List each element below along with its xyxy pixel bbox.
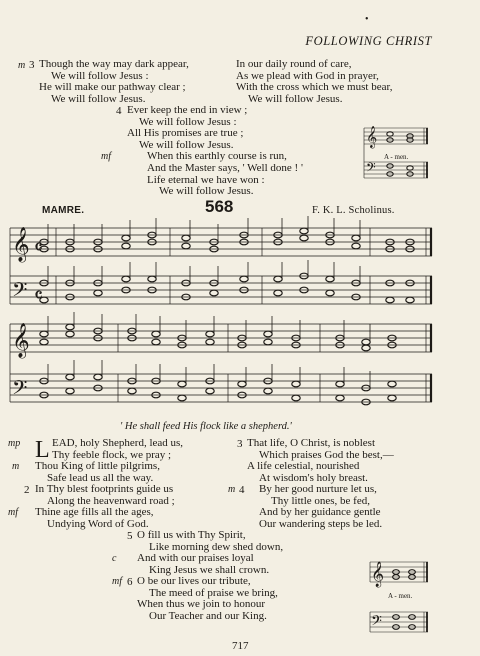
bass-clef-icon: 𝄢 bbox=[12, 376, 28, 404]
verse-1 bbox=[52, 438, 232, 461]
treble-clef-icon: 𝄞 bbox=[12, 323, 30, 358]
section-header: FOLLOWING CHRIST bbox=[305, 34, 432, 48]
verse-number: 5 bbox=[127, 530, 133, 542]
treble-clef-icon: 𝄞 bbox=[371, 562, 385, 587]
verse-line: Ever keep the end in view ; bbox=[127, 104, 248, 116]
dynamic-mark: mf bbox=[8, 507, 18, 518]
verse-line: With the cross which we must bear, bbox=[236, 81, 393, 94]
score-system-1 bbox=[0, 216, 480, 316]
verse-line: Thy little ones, be fed, bbox=[271, 494, 370, 507]
verse-line: O be our lives our tribute, bbox=[137, 575, 251, 587]
dynamic-mark: m bbox=[18, 60, 26, 71]
verse-line: Undying Word of God. bbox=[47, 517, 149, 530]
dynamic-mark: c bbox=[112, 553, 117, 564]
composer: F. K. L. Scholinus. bbox=[312, 205, 395, 216]
dynamic-mark: m bbox=[12, 461, 20, 472]
bass-clef-icon: 𝄢 bbox=[371, 613, 382, 633]
verse-line: Thy feeble flock, we pray ; bbox=[52, 448, 172, 461]
verse-line: In Thy blest footprints guide us bbox=[35, 483, 174, 495]
verse-line: Like morning dew shed down, bbox=[149, 540, 284, 553]
epigraph: ' He shall feed His flock like a shepherd.' bbox=[120, 421, 292, 432]
verse-line: At wisdom's holy breast. bbox=[259, 471, 368, 484]
verse-line: O fill us with Thy Spirit, bbox=[137, 529, 246, 541]
page-number: 717 bbox=[232, 640, 249, 652]
verse-line: And with our praises loyal bbox=[137, 552, 254, 565]
verse-line: When thus we join to honour bbox=[137, 598, 266, 611]
verse-line: Thine age fills all the ages, bbox=[35, 506, 154, 519]
score-system-2 bbox=[0, 312, 480, 412]
hymn-number: 568 bbox=[205, 197, 234, 216]
dynamic-mark: mf bbox=[101, 151, 111, 162]
bass-clef-icon: 𝄢 bbox=[12, 278, 28, 306]
verse-line: We will follow Jesus. bbox=[248, 92, 343, 105]
verse-line: We will follow Jesus : bbox=[139, 115, 237, 128]
verse-line: That life, O Christ, is noblest bbox=[247, 437, 376, 449]
verse-line: And the Master says, ' Well done ! ' bbox=[147, 161, 303, 174]
verse-prev-3-continued bbox=[236, 59, 436, 105]
verse-line: Though the way may dark appear, bbox=[39, 58, 189, 70]
verse-line: By her good nurture let us, bbox=[259, 483, 377, 495]
page-ornament-dot: • bbox=[365, 14, 369, 25]
verse-5 bbox=[137, 530, 337, 576]
drop-cap: L bbox=[35, 437, 50, 463]
verse-line: In our daily round of care, bbox=[236, 58, 352, 70]
verse-number: 4 bbox=[239, 484, 245, 496]
verse-line: When this earthly course is run, bbox=[147, 150, 287, 163]
verse-line: As we plead with God in prayer, bbox=[236, 69, 379, 82]
verse-number: 4 bbox=[116, 105, 122, 117]
amen-label: A - men. bbox=[384, 153, 409, 161]
dynamic-mark: mf bbox=[112, 576, 122, 587]
treble-clef-icon: 𝄞 bbox=[12, 227, 30, 262]
common-time-icon: 𝄴 bbox=[34, 235, 43, 259]
verse-number: 6 bbox=[127, 576, 133, 588]
verse-line: Safe lead us all the way. bbox=[47, 471, 154, 484]
verse-line: King Jesus we shall crown. bbox=[149, 563, 270, 576]
verse-line: Which praises God the best,— bbox=[259, 448, 394, 461]
verse-6 bbox=[137, 576, 337, 622]
verse-3 bbox=[247, 438, 447, 484]
verse-line: Along the heavenward road ; bbox=[47, 494, 175, 507]
verse-4 bbox=[259, 484, 459, 530]
verse-prev-3 bbox=[39, 59, 224, 105]
verse-line: And by her guidance gentle bbox=[259, 506, 381, 519]
dynamic-mark: mp bbox=[8, 438, 21, 449]
verse-line: Our wandering steps be led. bbox=[259, 517, 383, 530]
bass-clef-icon: 𝄢 bbox=[366, 160, 376, 178]
verse-2 bbox=[35, 484, 225, 530]
verse-prev-4 bbox=[127, 105, 337, 198]
verse-line: A life celestial, nourished bbox=[247, 460, 360, 473]
verse-line: We will follow Jesus. bbox=[159, 185, 254, 198]
verse-line: All His promises are true ; bbox=[127, 127, 244, 140]
verse-line: We will follow Jesus : bbox=[51, 69, 149, 82]
verse-line: Our Teacher and our King. bbox=[149, 609, 267, 622]
verse-line: Life eternal we have won : bbox=[147, 173, 265, 186]
verse-number: 3 bbox=[29, 59, 35, 71]
verse-line: We will follow Jesus. bbox=[51, 92, 146, 105]
treble-clef-icon: 𝄞 bbox=[366, 126, 378, 148]
dynamic-mark: m bbox=[228, 484, 236, 495]
verse-1-cont bbox=[35, 461, 225, 484]
amen-label: A - men. bbox=[388, 592, 413, 600]
common-time-icon: 𝄴 bbox=[34, 283, 43, 307]
tune-name: MAMRE. bbox=[42, 205, 85, 216]
verse-number: 3 bbox=[237, 438, 243, 450]
verse-line: He will make our pathway clear ; bbox=[39, 81, 186, 94]
verse-line: The meed of praise we bring, bbox=[149, 586, 278, 599]
verse-line: We will follow Jesus. bbox=[139, 138, 234, 151]
verse-line: EAD, holy Shepherd, lead us, bbox=[52, 437, 184, 449]
verse-line: Thou King of little pilgrims, bbox=[35, 460, 160, 472]
verse-number: 2 bbox=[24, 484, 30, 496]
